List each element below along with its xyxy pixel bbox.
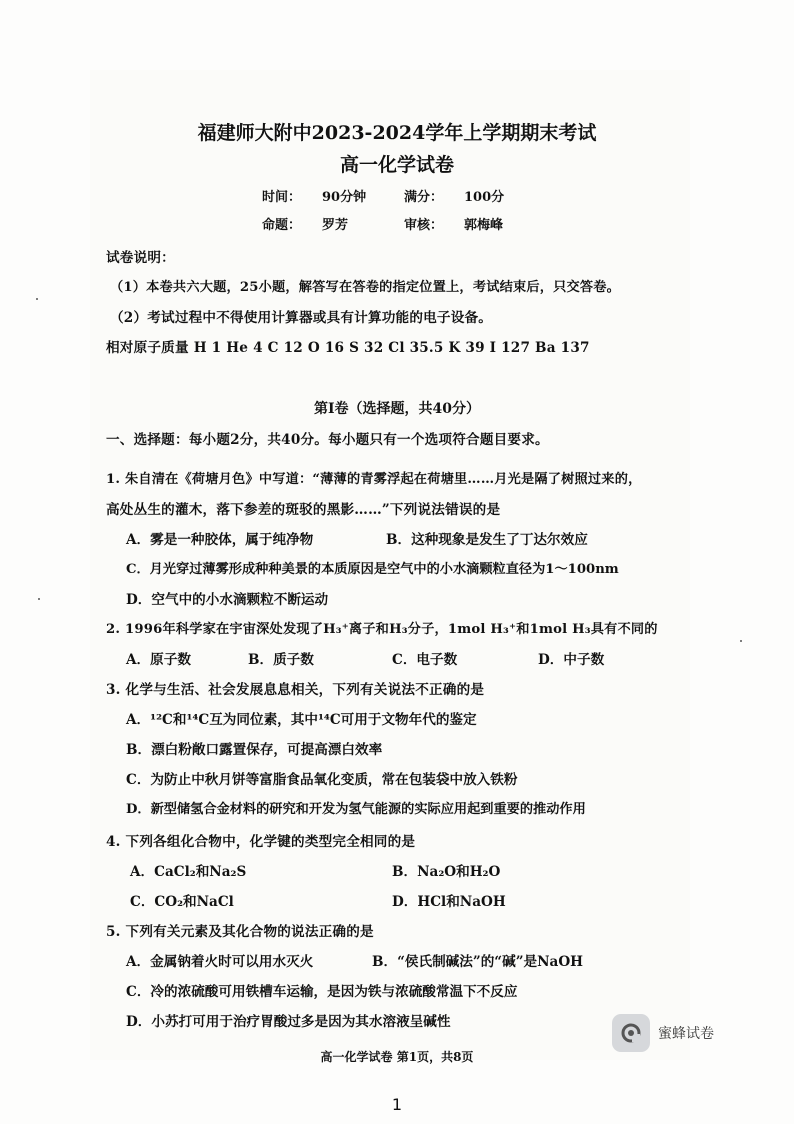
q5-option-d: D．小苏打可用于治疗胃酸过多是因为其水溶液呈碱性 bbox=[126, 1014, 451, 1030]
atomic-mass-line: 相对原子质量 H 1 He 4 C 12 O 16 S 32 Cl 35.5 K 39 I 127 Ba 137 bbox=[106, 340, 590, 356]
q5-option-b: B．“侯氏制碱法”的“碱”是NaOH bbox=[372, 954, 584, 970]
q3-option-d: D．新型储氢合金材料的研究和开发为氢气能源的实际应用起到重要的推动作用 bbox=[126, 802, 586, 817]
q5-stem: 5. 下列有关元素及其化合物的说法正确的是 bbox=[106, 924, 374, 940]
time-label: 时间： bbox=[262, 190, 302, 205]
score-value: 100分 bbox=[464, 190, 505, 205]
q2-option-b: B．质子数 bbox=[248, 652, 314, 668]
reviewer-label: 审核： bbox=[404, 218, 444, 233]
page-footer: 高一化学试卷 第1页，共8页 bbox=[320, 1050, 474, 1064]
section-title: 第Ⅰ卷（选择题，共40分） bbox=[313, 401, 481, 417]
author-value: 罗芳 bbox=[322, 218, 349, 233]
q4-option-c: C．CO₂和NaCl bbox=[130, 894, 234, 910]
instructions-heading: 试卷说明： bbox=[106, 250, 175, 266]
q2-stem: 2. 1996年科学家在宇宙深处发现了H₃⁺离子和H₃分子，1mol H₃⁺和1mol H₃具有不同的 bbox=[106, 622, 658, 637]
exam-title: 福建师大附中2023-2024学年上学期期末考试 bbox=[197, 122, 597, 144]
scan-speck bbox=[740, 640, 742, 642]
q1-option-c: C．月光穿过薄雾形成种种美景的本质原因是空气中的小水滴颗粒直径为1～100nm bbox=[126, 562, 619, 577]
q3-option-b: B．漂白粉敞口露置保存，可提高漂白效率 bbox=[126, 742, 383, 758]
instruction-2: （2）考试过程中不得使用计算器或具有计算功能的电子设备。 bbox=[110, 310, 493, 326]
scan-speck bbox=[38, 598, 40, 600]
q3-option-c: C．为防止中秋月饼等富脂食品氧化变质，常在包装袋中放入铁粉 bbox=[126, 772, 518, 788]
q5-option-a: A．金属钠着火时可以用水灭火 bbox=[126, 954, 314, 970]
q4-option-a: A．CaCl₂和Na₂S bbox=[130, 864, 247, 880]
q2-option-c: C．电子数 bbox=[392, 652, 458, 668]
reviewer-value: 郭梅峰 bbox=[464, 218, 504, 233]
q2-option-a: A．原子数 bbox=[126, 652, 191, 668]
q1-option-a: A．雾是一种胶体，属于纯净物 bbox=[126, 532, 314, 548]
watermark bbox=[612, 1014, 714, 1052]
q1-stem-line1: 1. 朱自清在《荷塘月色》中写道：“薄薄的青雾浮起在荷塘里……月光是隔了树照过来的， bbox=[106, 472, 642, 487]
score-label: 满分： bbox=[404, 190, 444, 205]
page-number: 1 bbox=[391, 1095, 403, 1114]
watermark-text: 蜜蜂试卷 bbox=[658, 1026, 714, 1042]
q2-option-d: D．中子数 bbox=[538, 652, 605, 668]
q1-option-b: B．这种现象是发生了丁达尔效应 bbox=[386, 532, 588, 548]
instruction-1: （1）本卷共六大题，25小题，解答写在答卷的指定位置上，考试结束后，只交答卷。 bbox=[110, 280, 621, 295]
time-value: 90分钟 bbox=[322, 190, 367, 205]
q4-option-b: B．Na₂O和H₂O bbox=[392, 864, 501, 880]
q1-option-d: D．空气中的小水滴颗粒不断运动 bbox=[126, 592, 329, 608]
q1-stem-line2: 高处丛生的灌木，落下参差的斑驳的黑影……”下列说法错误的是 bbox=[106, 502, 501, 518]
bee-logo-icon bbox=[612, 1014, 650, 1052]
q3-stem: 3. 化学与生活、社会发展息息相关，下列有关说法不正确的是 bbox=[106, 682, 485, 698]
logo-glyph-icon bbox=[618, 1020, 644, 1046]
exam-subtitle: 高一化学试卷 bbox=[339, 154, 454, 176]
q3-option-a: A．¹²C和¹⁴C互为同位素，其中¹⁴C可用于文物年代的鉴定 bbox=[126, 712, 477, 728]
author-label: 命题： bbox=[262, 218, 302, 233]
q4-stem: 4. 下列各组化合物中，化学键的类型完全相同的是 bbox=[106, 834, 416, 850]
part-heading: 一、选择题：每小题2分，共40分。每小题只有一个选项符合题目要求。 bbox=[106, 432, 549, 448]
q4-option-d: D．HCl和NaOH bbox=[392, 894, 506, 910]
q5-option-c: C．冷的浓硫酸可用铁槽车运输，是因为铁与浓硫酸常温下不反应 bbox=[126, 984, 518, 1000]
scan-speck bbox=[36, 298, 38, 300]
